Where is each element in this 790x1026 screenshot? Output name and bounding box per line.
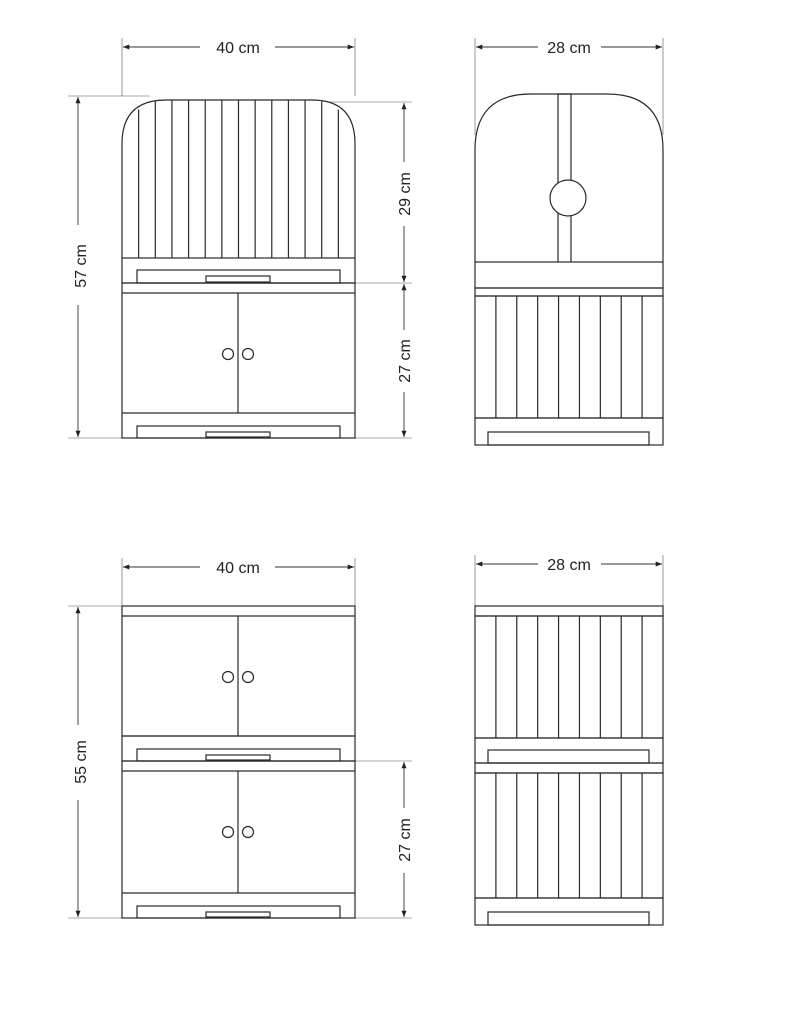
top-side-width-label: 28 cm	[547, 40, 591, 57]
top-front-upper-label: 29 cm	[397, 172, 414, 216]
top-side-slats	[496, 296, 642, 418]
top-side-view	[475, 38, 663, 445]
bottom-side-view	[475, 555, 663, 925]
door-knob-left	[223, 349, 234, 360]
bottom-front-view	[68, 558, 414, 918]
bottom-front-height-label: 55 cm	[73, 740, 90, 784]
bottom-front-lower-label: 27 cm	[397, 818, 414, 862]
top-front-slats	[139, 100, 339, 258]
top-front-view	[68, 38, 414, 438]
top-front-width-label: 40 cm	[216, 40, 260, 57]
door-knob-right	[243, 349, 254, 360]
top-front-cabinet	[122, 100, 355, 438]
top-side-dimensions	[475, 38, 663, 135]
bottom-side-cabinet	[475, 606, 663, 925]
side-handle-knob	[550, 180, 586, 216]
bottom-side-slats-lower	[496, 773, 642, 898]
top-side-cabinet	[475, 94, 663, 445]
bottom-front-dimensions	[68, 558, 414, 918]
top-front-lower-label: 27 cm	[397, 339, 414, 383]
bottom-side-slats-upper	[496, 616, 642, 738]
top-front-dimensions	[68, 38, 414, 438]
top-front-height-label: 57 cm	[73, 244, 90, 288]
bottom-side-dimensions	[475, 555, 663, 606]
bottom-front-width-label: 40 cm	[216, 560, 260, 577]
bottom-front-cabinet	[122, 606, 355, 918]
bottom-side-width-label: 28 cm	[547, 557, 591, 574]
